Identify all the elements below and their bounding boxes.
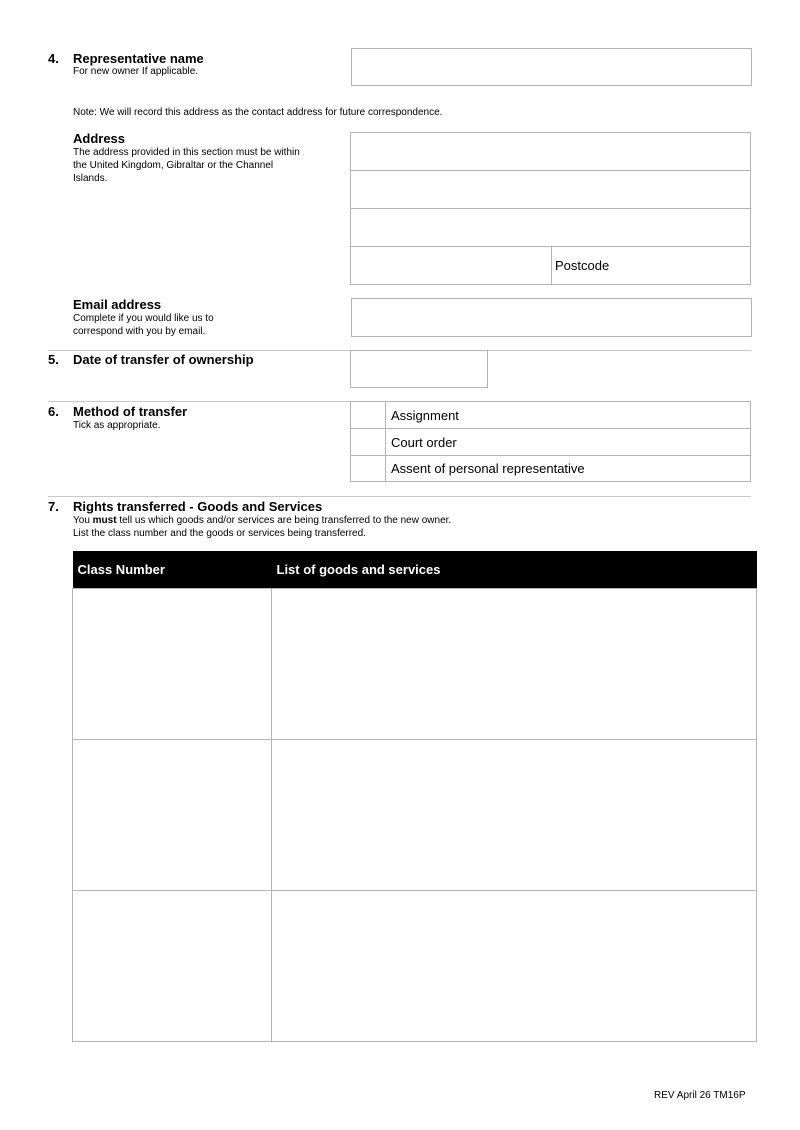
class-number-cell-1[interactable] [73,588,272,739]
q6-hint: Tick as appropriate. [73,420,161,431]
assignment-option [385,401,751,429]
court-order-checkbox[interactable] [350,428,386,456]
table-row [73,739,757,890]
q7-hint-2: List the class number and the goods or services being transferred. [73,528,366,539]
address-line-1-field[interactable] [350,132,751,171]
table-row [73,890,757,1041]
representative-name-field[interactable] [351,48,752,86]
address-hint: The address provided in this section must be within the United Kingdom, Gibraltar or the Channel Islands. [73,147,300,184]
assignment-checkbox[interactable] [350,401,386,429]
column-header-class-number: Class Number [73,551,272,588]
address-note: Note: We will record this address as the contact address for future correspondence. [73,107,443,118]
email-hint: Complete if you would like us to correspond with you by email. [73,313,214,337]
goods-services-cell-1[interactable] [272,588,757,739]
q4-title: Representative name [73,51,204,66]
column-header-goods-services: List of goods and services [272,551,757,588]
goods-services-table [72,551,757,1042]
q6-title: Method of transfer [73,404,188,419]
q5-title: Date of transfer of ownership [73,352,254,367]
q4-hint: For new owner If applicable. [73,66,199,77]
assent-option [385,455,751,482]
class-number-cell-3[interactable] [73,890,272,1041]
address-line-4-field[interactable] [350,246,552,285]
email-title: Email address [73,297,162,312]
assent-label: Assent of personal representative [391,461,585,476]
goods-services-cell-3[interactable] [272,890,757,1041]
address-line-3-field[interactable] [350,208,751,247]
address-title: Address [73,131,126,146]
postcode-field[interactable] [551,246,751,285]
class-number-cell-2[interactable] [73,739,272,890]
q4-number: 4. [48,51,59,66]
postcode-label: Postcode [555,258,610,273]
q6-number: 6. [48,404,59,419]
footer-revision: REV April 26 TM16P [654,1090,746,1101]
q7-title: Rights transferred - Goods and Services [73,499,323,514]
court-order-label: Court order [391,435,457,450]
table-row [73,588,757,739]
goods-services-cell-2[interactable] [272,739,757,890]
court-order-option [385,428,751,456]
q7-number: 7. [48,499,59,514]
assent-checkbox[interactable] [350,455,386,482]
section-7-divider [48,496,751,497]
assignment-label: Assignment [391,408,459,423]
transfer-date-field[interactable] [350,350,488,388]
email-field[interactable] [351,298,752,337]
address-line-2-field[interactable] [350,170,751,209]
q7-hint: You must tell us which goods and/or services are being transferred to the new owner. [73,515,452,526]
q5-number: 5. [48,352,59,367]
